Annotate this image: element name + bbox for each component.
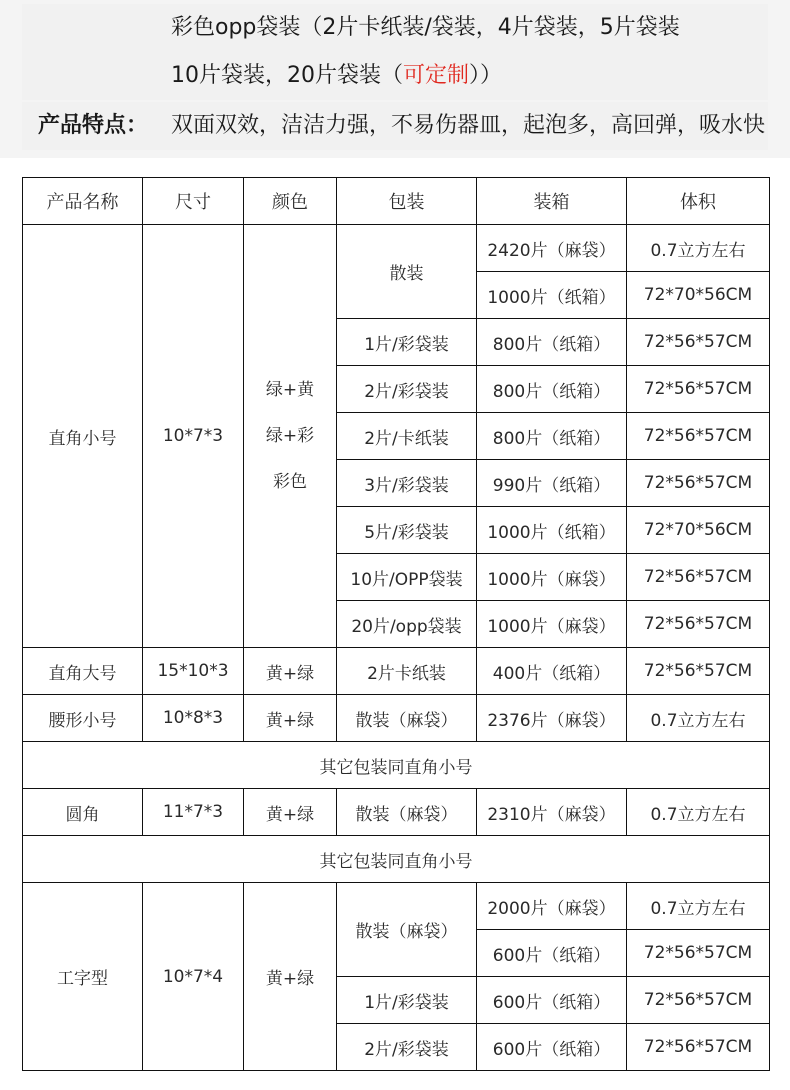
product-name: 工字型	[23, 883, 143, 1071]
packaging-cell: 2片/彩袋装	[337, 1024, 477, 1071]
features-label: 产品特点：	[38, 113, 149, 138]
volume-cell: 72*70*56CM	[627, 272, 770, 319]
packaging-cell: 10片/OPP袋装	[337, 554, 477, 601]
table-row	[23, 695, 770, 742]
volume-cell: 0.7立方左右	[627, 695, 770, 742]
packaging-cell: 2片/卡纸装	[337, 413, 477, 460]
carton-cell: 400片（纸箱）	[477, 648, 627, 695]
carton-cell: 2000片（麻袋）	[477, 883, 627, 930]
other-packaging-note: 其它包装同直角小号	[23, 836, 770, 883]
volume-cell: 72*56*57CM	[627, 977, 770, 1024]
carton-cell: 2376片（麻袋）	[477, 695, 627, 742]
product-name: 腰形小号	[23, 695, 143, 742]
product-name: 圆角	[23, 789, 143, 836]
product-size: 11*7*3	[143, 789, 244, 836]
packaging-cell: 散装（麻袋）	[337, 789, 477, 836]
product-colors: 黄+绿	[244, 883, 337, 1071]
volume-cell: 72*56*57CM	[627, 554, 770, 601]
carton-cell: 600片（纸箱）	[477, 1024, 627, 1071]
volume-cell: 0.7立方左右	[627, 883, 770, 930]
product-colors: 黄+绿	[244, 789, 337, 836]
spec-sheet	[0, 158, 790, 1090]
header-name: 产品名称	[23, 178, 143, 225]
table-note-row	[23, 742, 770, 789]
volume-cell: 72*56*57CM	[627, 648, 770, 695]
volume-cell: 72*56*57CM	[627, 930, 770, 977]
product-spec-table	[22, 177, 770, 1071]
carton-cell: 800片（纸箱）	[477, 319, 627, 366]
intro-line-2	[22, 52, 768, 100]
product-colors: 黄+绿	[244, 648, 337, 695]
packaging-cell: 2片/彩袋装	[337, 366, 477, 413]
other-packaging-note: 其它包装同直角小号	[23, 742, 770, 789]
packaging-cell: 20片/opp袋装	[337, 601, 477, 648]
carton-cell: 1000片（纸箱）	[477, 272, 627, 319]
volume-cell: 0.7立方左右	[627, 225, 770, 272]
header-size: 尺寸	[143, 178, 244, 225]
packaging-cell: 3片/彩袋装	[337, 460, 477, 507]
volume-cell: 72*70*56CM	[627, 507, 770, 554]
product-size: 15*10*3	[143, 648, 244, 695]
carton-cell: 600片（纸箱）	[477, 977, 627, 1024]
volume-cell: 72*56*57CM	[627, 460, 770, 507]
product-name: 直角小号	[23, 225, 143, 648]
volume-cell: 72*56*57CM	[627, 413, 770, 460]
product-size: 10*8*3	[143, 695, 244, 742]
carton-cell: 2420片（麻袋）	[477, 225, 627, 272]
product-size: 10*7*3	[143, 225, 244, 648]
table-row	[23, 225, 770, 272]
packaging-cell: 5片/彩袋装	[337, 507, 477, 554]
header-volume: 体积	[627, 178, 770, 225]
volume-cell: 72*56*57CM	[627, 601, 770, 648]
table-header-row	[23, 178, 770, 225]
carton-cell: 800片（纸箱）	[477, 366, 627, 413]
intro-packaging-text: 彩色opp袋装（2片卡纸装/袋装，4片袋装，5片袋装	[171, 15, 680, 40]
packaging-cell: 2片卡纸装	[337, 648, 477, 695]
packaging-cell: 散装（麻袋）	[337, 695, 477, 742]
features-text: 双面双效，洁洁力强，不易伤器皿，起泡多，高回弹，吸水快	[171, 113, 766, 138]
intro-line-1	[22, 4, 768, 52]
volume-cell: 0.7立方左右	[627, 789, 770, 836]
intro-packaging-text-2: 10片袋装，20片袋装（可定制））	[171, 63, 503, 88]
product-colors: 绿+黄 绿+彩 彩色	[244, 225, 337, 648]
table-row	[23, 648, 770, 695]
packaging-cell: 1片/彩袋装	[337, 977, 477, 1024]
packaging-cell: 散装	[337, 225, 477, 319]
customizable-highlight: 可定制	[403, 63, 470, 88]
carton-cell: 1000片（纸箱）	[477, 507, 627, 554]
header-color: 颜色	[244, 178, 337, 225]
header-carton: 装箱	[477, 178, 627, 225]
product-colors: 黄+绿	[244, 695, 337, 742]
carton-cell: 1000片（麻袋）	[477, 554, 627, 601]
volume-cell: 72*56*57CM	[627, 319, 770, 366]
carton-cell: 600片（纸箱）	[477, 930, 627, 977]
volume-cell: 72*56*57CM	[627, 366, 770, 413]
table-row	[23, 789, 770, 836]
features-line	[22, 102, 768, 150]
product-name: 直角大号	[23, 648, 143, 695]
table-row	[23, 883, 770, 930]
carton-cell: 2310片（麻袋）	[477, 789, 627, 836]
product-size: 10*7*4	[143, 883, 244, 1071]
packaging-cell: 散装（麻袋）	[337, 883, 477, 977]
table-note-row	[23, 836, 770, 883]
carton-cell: 1000片（麻袋）	[477, 601, 627, 648]
carton-cell: 800片（纸箱）	[477, 413, 627, 460]
packaging-cell: 1片/彩袋装	[337, 319, 477, 366]
volume-cell: 72*56*57CM	[627, 1024, 770, 1071]
header-packaging: 包装	[337, 178, 477, 225]
carton-cell: 990片（纸箱）	[477, 460, 627, 507]
